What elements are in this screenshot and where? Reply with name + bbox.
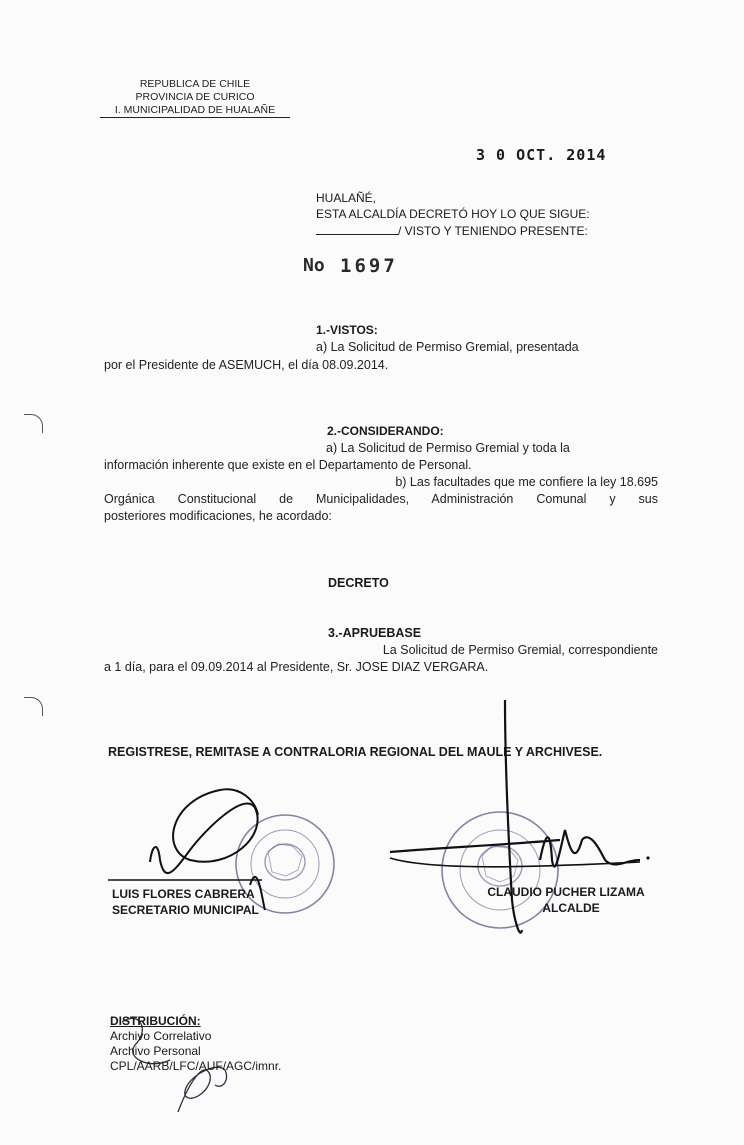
secretary-block [112, 886, 259, 918]
vistos-a-line1: a) La Solicitud de Permiso Gremial, presentada [316, 340, 579, 354]
header-municipality: I. MUNICIPALIDAD DE HUALAÑE [100, 104, 290, 118]
decree-line: ESTA ALCALDÍA DECRETÓ HOY LO QUE SIGUE: [316, 207, 590, 221]
apruebase-line2: a 1 día, para el 09.09.2014 al Presidente, Sr. JOSE DIAZ VERGARA. [104, 660, 489, 674]
considerando-b-line2: Orgánica Constitucional de Municipalidades, Administración Comunal y sus [104, 492, 658, 506]
distribution-block [110, 1014, 281, 1074]
closing-line: REGISTRESE, REMITASE A CONTRALORIA REGIONAL DEL MAULE Y ARCHIVESE. [108, 745, 603, 759]
mayor-name: CLAUDIO PUCHER LIZAMA [487, 885, 645, 899]
distribution-item-1: Archivo Correlativo [110, 1029, 212, 1043]
vistos-a-line2: por el Presidente de ASEMUCH, el día 08.09.2014. [104, 358, 389, 372]
apruebase-line1: La Solicitud de Permiso Gremial, correspondiente [382, 643, 658, 657]
considerando-b-line1: b) Las facultades que me confiere la ley 18.695 [395, 475, 658, 489]
ink-dot [646, 856, 649, 859]
secretary-title: SECRETARIO MUNICIPAL [112, 903, 259, 917]
decree-number-label: No [303, 255, 325, 276]
considerando-a-line1: a) La Solicitud de Permiso Gremial y toda la [326, 441, 570, 455]
distribution-title: DISTRIBUCIÓN: [110, 1014, 201, 1028]
mayor-title: ALCALDE [542, 901, 600, 915]
right-signature-line [390, 858, 640, 867]
considerando-b-line3: posteriores modificaciones, he acordado: [104, 509, 332, 523]
considerando-title: 2.-CONSIDERANDO: [327, 424, 444, 438]
apruebase-title: 3.-APRUEBASE [328, 626, 422, 640]
secretary-name: LUIS FLORES CABRERA [112, 887, 255, 901]
header-country: REPUBLICA DE CHILE [139, 78, 251, 90]
mayor-block [480, 884, 652, 916]
distribution-item-2: Archivo Personal [110, 1044, 201, 1058]
visto-line: / VISTO Y TENIENDO PRESENTE: [398, 224, 588, 238]
considerando-a-line2: información inherente que existe en el Departamento de Personal. [104, 458, 472, 472]
distribution-item-3: CPL/AARB/LFC/AUF/AGC/imnr. [110, 1059, 282, 1073]
vistos-title: 1.-VISTOS: [316, 323, 378, 337]
header-province: PROVINCIA DE CURICO [135, 91, 255, 103]
decree-number-value: 1697 [340, 255, 398, 277]
decreto-heading: DECRETO [328, 576, 389, 590]
date-stamp: 3 0 OCT. 2014 [476, 146, 607, 164]
city-line: HUALAÑÉ, [316, 191, 377, 205]
